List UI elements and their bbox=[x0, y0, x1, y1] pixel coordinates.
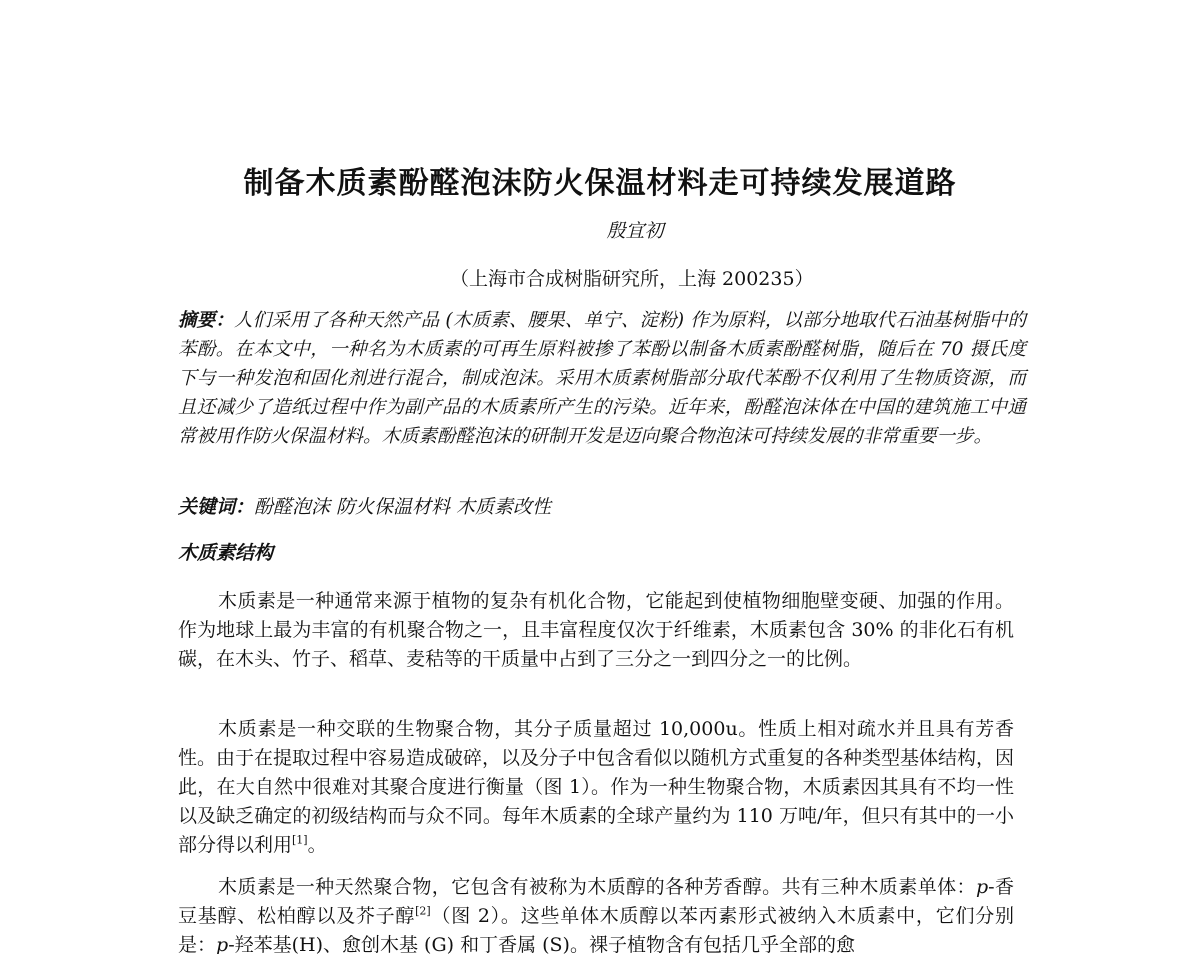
abstract bbox=[178, 306, 1026, 451]
keyword: 酚醛泡沫 bbox=[254, 496, 331, 518]
paragraph-3-part-a: 木质素是一种天然聚合物，它包含有被称为木质醇的各种芳香醇。共有三种木质素单体： bbox=[218, 876, 976, 898]
abstract-label: 摘要： bbox=[178, 310, 235, 331]
citation-ref: [1] bbox=[292, 833, 308, 847]
paper-title: 制备木质素酚醛泡沫防火保温材料走可持续发展道路 bbox=[243, 166, 957, 201]
paragraph-3-part-f: -羟苯基(H)、愈创木基 (G) 和丁香属 (S)。裸子植物含有包括几乎全部的愈 bbox=[228, 934, 855, 954]
paragraph-3-part-c: -香豆基醇、松柏醇以及芥子醇 bbox=[178, 876, 1014, 927]
paragraph-3 bbox=[178, 873, 1014, 954]
keyword: 木质素改性 bbox=[456, 496, 552, 518]
paragraph-2-text: 木质素是一种交联的生物聚合物，其分子质量超过 10,000u。性质上相对疏水并且具有芳香性。由于在提取过程中容易造成破碎，以及分子中包含看似以随机方式重复的各种类型基体结构，因此，在大自然中很难对其聚合度进行衡量（图 1）。作为一种生物聚合物，木质素因其具有不均一性以及缺乏确定的初级结构而与众不同。每年木质素的全球产量约为 110 万吨/年，但只有其中的一小部分得以利用 bbox=[178, 718, 1015, 856]
author-name: 殷宜初 bbox=[606, 220, 664, 242]
paragraph-3-part-d: （图 2）。这些单体木质醇以苯丙素形式被纳入木质素中，它们分别是： bbox=[178, 905, 1014, 954]
section-heading: 木质素结构 bbox=[178, 542, 274, 564]
abstract-text: 人们采用了各种天然产品 (木质素、腰果、单宁、淀粉) 作为原料，以部分地取代石油基树脂中的苯酚。在本文中，一种名为木质素的可再生原料被掺了苯酚以制备木质素酚醛树脂，随后在 70 摄氏度下与一种发泡和固化剂进行混合，制成泡沫。采用木质素树脂部分取代苯酚不仅利用了生物质资源，而且还减少了造纸过程中作为副产品的木质素所产生的污染。近年来，酚醛泡沫体在中国的建筑施工中通常被用作防火保温材料。木质素酚醛泡沫的研制开发是迈向聚合物泡沫可持续发展的非常重要一步。 bbox=[178, 310, 1026, 447]
affiliation: （上海市合成树脂研究所，上海 200235） bbox=[450, 268, 814, 290]
paragraph-3-part-e: p bbox=[216, 934, 229, 954]
paragraph-2 bbox=[178, 715, 1014, 860]
paragraph-2-end: 。 bbox=[307, 834, 327, 856]
keywords-label: 关键词： bbox=[178, 496, 255, 518]
keyword: 防火保温材料 bbox=[336, 496, 451, 518]
paragraph-3-part-b: p bbox=[975, 876, 989, 898]
keywords bbox=[178, 492, 1026, 519]
paragraph-1: 木质素是一种通常来源于植物的复杂有机化合物，它能起到使植物细胞壁变硬、加强的作用。作为地球上最为丰富的有机聚合物之一，且丰富程度仅次于纤维素，木质素包含 30% 的非化石有机碳，在木头、竹子、稻草、麦秸等的干质量中占到了三分之一到四分之一的比例。 bbox=[178, 590, 1014, 670]
citation-ref: [2] bbox=[415, 904, 431, 918]
